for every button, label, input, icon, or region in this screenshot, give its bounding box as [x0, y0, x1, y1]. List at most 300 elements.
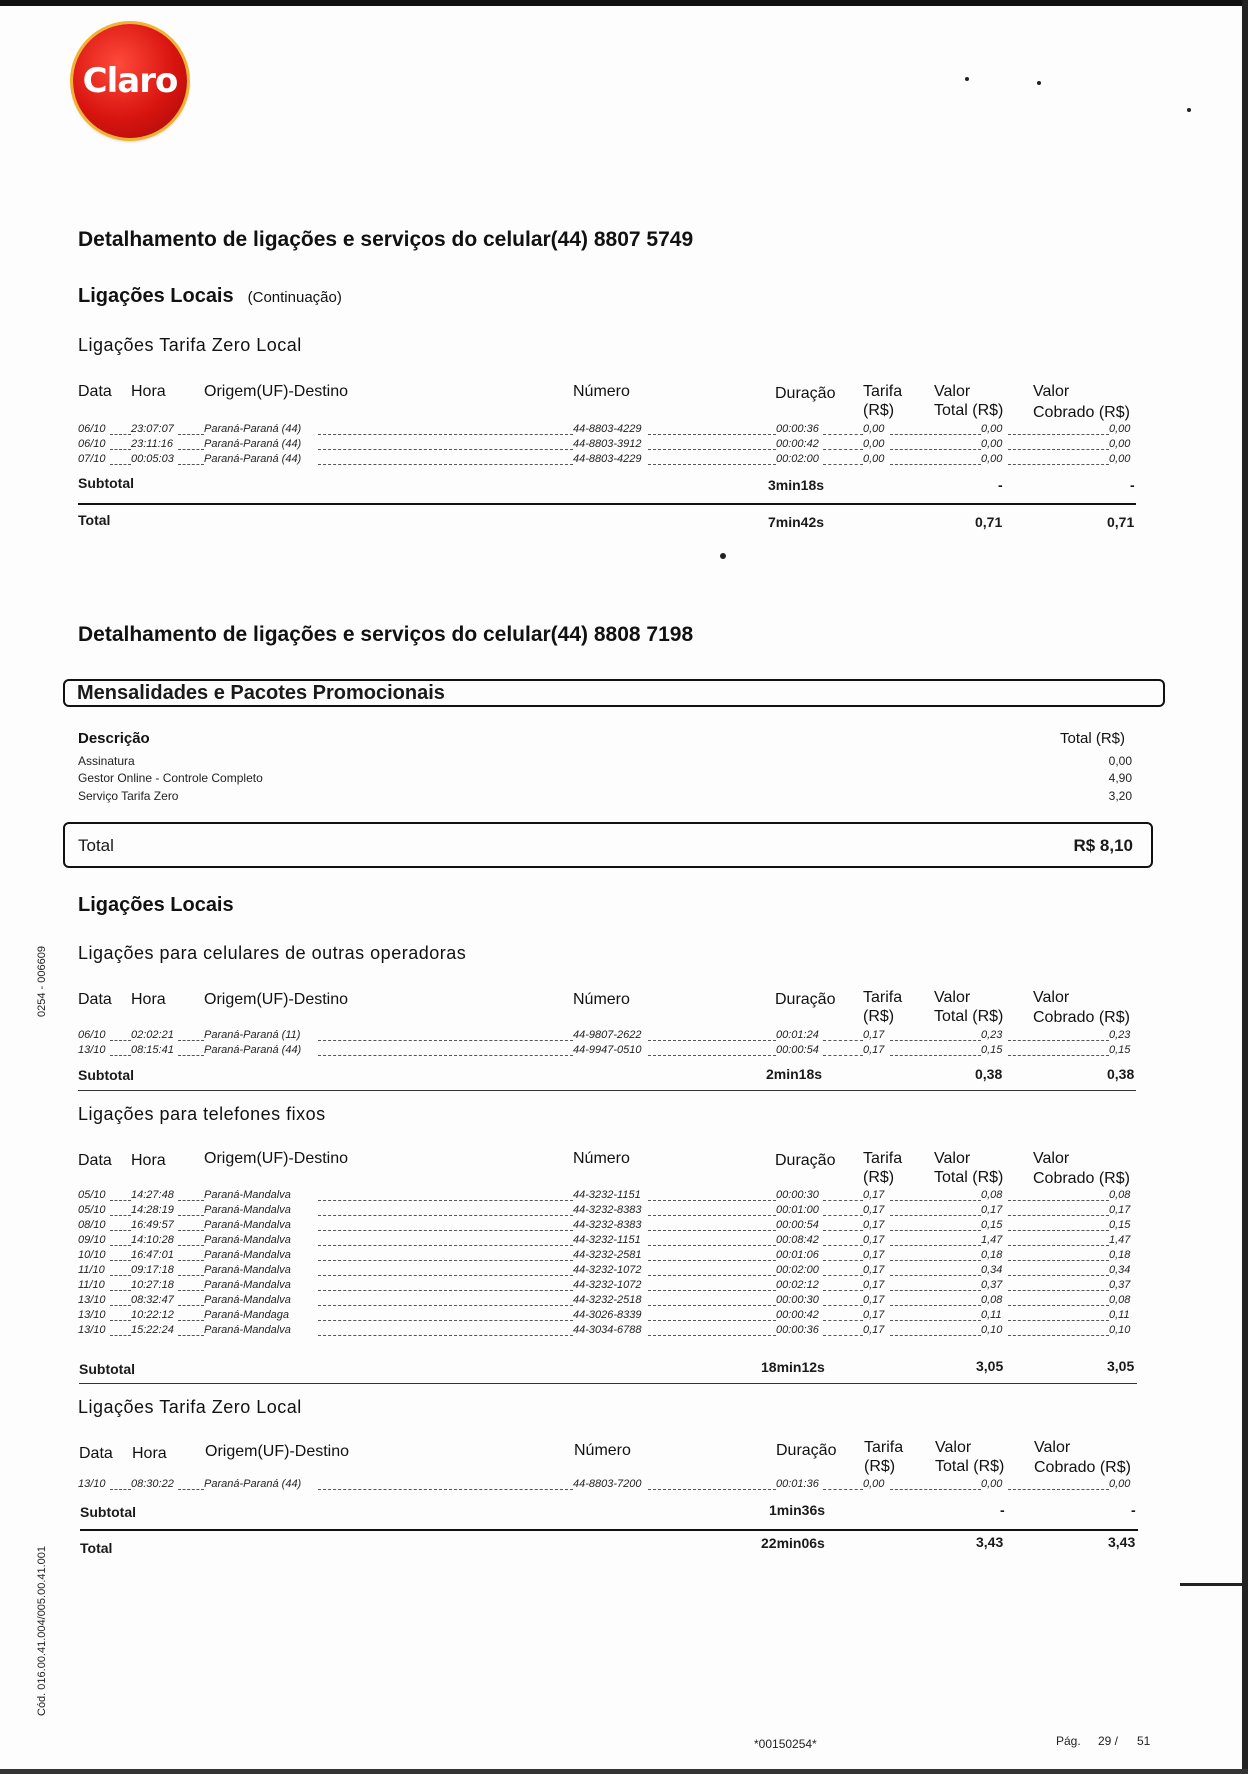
col-numero: Número: [573, 991, 630, 1008]
cell-data: 06/10: [78, 1029, 106, 1041]
dot-leader: [318, 1245, 573, 1246]
cell-total: 0,18: [981, 1249, 1003, 1261]
cell-numero: 44-3232-2581: [573, 1249, 642, 1261]
dot-leader: [648, 1215, 776, 1216]
cell-data: 13/10: [78, 1324, 106, 1336]
cell-total: 0,23: [981, 1029, 1003, 1041]
dot-leader: [890, 464, 981, 465]
cell-tarifa: 0,17: [863, 1234, 885, 1246]
col-data: Data: [79, 1445, 113, 1462]
cell-numero: 44-3026-8339: [573, 1309, 642, 1321]
dot-leader: [110, 1275, 131, 1276]
dot-leader: [648, 1489, 776, 1490]
cell-data: 11/10: [78, 1279, 105, 1291]
cell-data: 11/10: [78, 1264, 105, 1276]
cell-hora: 00:05:03: [131, 453, 174, 465]
cell-total: 0,00: [981, 453, 1003, 465]
dot-leader: [823, 1055, 863, 1056]
dot-leader: [823, 1230, 863, 1231]
cell-numero: 44-3232-1151: [573, 1189, 641, 1201]
cell-tarifa: 0,17: [863, 1219, 885, 1231]
cell-origem: Paraná-Paraná (44): [204, 423, 302, 435]
g3-total-dur: 22min06s: [761, 1535, 825, 1551]
cell-data: 13/10: [78, 1309, 106, 1321]
cell-numero: 44-3232-1072: [573, 1264, 642, 1276]
dot-leader: [318, 1040, 573, 1041]
dot-leader: [110, 434, 131, 435]
box-total-value: R$ 8,10: [1073, 836, 1133, 855]
cell-numero: 44-9807-2622: [573, 1029, 642, 1041]
dot-leader: [318, 1200, 573, 1201]
cell-numero: 44-9947-0510: [573, 1044, 642, 1056]
dot-leader: [823, 464, 863, 465]
dot-leader: [110, 1230, 131, 1231]
dot-leader: [1008, 1230, 1109, 1231]
cell-numero: 44-8803-3912: [573, 438, 642, 450]
page-label: Pág.: [1056, 1734, 1081, 1748]
dot-leader: [318, 1215, 573, 1216]
cell-data: 09/10: [78, 1234, 106, 1246]
cell-origem: Paraná-Mandalva: [204, 1219, 291, 1231]
dot-leader: [178, 1489, 204, 1490]
dot-leader: [648, 1290, 776, 1291]
cell-cobrado: 0,23: [1109, 1029, 1131, 1041]
cell-numero: 44-3034-6788: [573, 1324, 642, 1336]
cell-tarifa: 0,17: [863, 1204, 885, 1216]
dot-leader: [1008, 464, 1109, 465]
dot-leader: [890, 1230, 981, 1231]
box-total-label: Total: [78, 836, 114, 855]
g3-title: Ligações Tarifa Zero Local: [78, 1397, 302, 1417]
cell-duracao: 00:01:24: [776, 1029, 819, 1041]
table-row: [78, 1204, 1136, 1219]
table-row: [78, 438, 1136, 453]
cell-cobrado: 0,10: [1109, 1324, 1131, 1336]
cell-duracao: 00:00:36: [776, 1324, 819, 1336]
cell-data: 06/10: [78, 438, 106, 450]
cell-hora: 14:28:19: [131, 1204, 174, 1216]
dot-leader: [648, 1055, 776, 1056]
dot-leader: [178, 1290, 204, 1291]
cell-duracao: 00:00:54: [776, 1219, 819, 1231]
cell-numero: 44-3232-1151: [573, 1234, 641, 1246]
col-tarifa-1: Tarifa: [863, 1150, 903, 1167]
col-duracao: Duração: [775, 385, 836, 402]
col-duracao: Duração: [775, 991, 836, 1008]
page-edge-right: [1242, 0, 1248, 1774]
g3-subtotal-cob: -: [1131, 1502, 1136, 1518]
col-data: Data: [78, 1152, 112, 1169]
mensalidades-box-title: Mensalidades e Pacotes Promocionais: [63, 679, 1165, 707]
cell-tarifa: 0,00: [863, 453, 885, 465]
col-vcob-1: Valor: [1033, 1150, 1070, 1167]
table-row: [78, 1264, 1136, 1279]
col-hora: Hora: [131, 1152, 166, 1169]
cell-total: 0,10: [981, 1324, 1003, 1336]
dot-leader: [110, 1200, 131, 1201]
dot-leader: [318, 1305, 573, 1306]
dot-leader: [318, 1275, 573, 1276]
cell-total: 0,17: [981, 1204, 1003, 1216]
dot-leader: [178, 1230, 204, 1231]
cell-cobrado: 0,17: [1109, 1204, 1131, 1216]
dot-leader: [890, 449, 981, 450]
dot-leader: [178, 1200, 204, 1201]
cell-duracao: 00:02:12: [776, 1279, 819, 1291]
g3-subtotal-dur: 1min36s: [769, 1502, 826, 1518]
col-origem: Origem(UF)-Destino: [205, 1443, 350, 1460]
table-row: [78, 1478, 1136, 1493]
g1-subtotal-total: 0,38: [975, 1066, 1003, 1082]
cell-hora: 09:17:18: [131, 1264, 174, 1276]
section2-title: Detalhamento de ligações e serviços do celular(44) 8808 7198: [78, 623, 694, 646]
col-tarifa-2: (R$): [863, 1008, 895, 1025]
dot-leader: [178, 1040, 204, 1041]
dot-leader: [823, 1305, 863, 1306]
dot-leader: [648, 1275, 776, 1276]
cell-tarifa: 0,17: [863, 1309, 885, 1321]
col-numero: Número: [573, 1150, 630, 1167]
col-data: Data: [78, 383, 112, 400]
dot-leader: [110, 1290, 131, 1291]
cell-tarifa: 0,17: [863, 1324, 885, 1336]
dot-leader: [823, 1290, 863, 1291]
cell-total: 0,00: [981, 1478, 1003, 1490]
g3-total-label: Total: [80, 1540, 113, 1556]
dot-leader: [318, 434, 573, 435]
table-row: [78, 1294, 1136, 1309]
col-vcob-1: Valor: [1033, 383, 1070, 400]
side-mark: [1180, 1583, 1242, 1586]
g1-subtotal-cob: 0,38: [1107, 1066, 1135, 1082]
cell-origem: Paraná-Paraná (44): [204, 1044, 302, 1056]
g2-subtotal-label: Subtotal: [79, 1361, 135, 1377]
col-vcob-2: Cobrado (R$): [1033, 1009, 1130, 1026]
dot-leader: [823, 1320, 863, 1321]
dot-leader: [823, 434, 863, 435]
dot-leader: [890, 1260, 981, 1261]
barcode-text: *00150254*: [754, 1737, 817, 1751]
cell-numero: 44-8803-7200: [573, 1478, 642, 1490]
table-row: [78, 1044, 1136, 1059]
col-tarifa-1: Tarifa: [863, 989, 903, 1006]
g3-subtotal-label: Subtotal: [80, 1504, 136, 1520]
side-code-top: 0254 - 006609: [36, 946, 48, 1017]
dot-leader: [1008, 1245, 1109, 1246]
col-hora: Hora: [132, 1445, 167, 1462]
cell-hora: 14:27:48: [131, 1189, 174, 1201]
dot-leader: [648, 1335, 776, 1336]
dot-leader: [890, 1489, 981, 1490]
dot-leader: [1008, 1040, 1109, 1041]
dot-leader: [318, 1260, 573, 1261]
dot-leader: [318, 1055, 573, 1056]
col-vtotal-2: Total (R$): [935, 1458, 1005, 1475]
cell-duracao: 00:00:42: [776, 438, 819, 450]
cell-origem: Paraná-Mandalva: [204, 1189, 291, 1201]
dot-leader: [1008, 1489, 1109, 1490]
cell-duracao: 00:01:00: [776, 1204, 819, 1216]
cell-hora: 15:22:24: [131, 1324, 174, 1336]
cell-data: 07/10: [78, 453, 106, 465]
col-hora: Hora: [131, 383, 166, 400]
cell-origem: Paraná-Mandalva: [204, 1294, 291, 1306]
col-origem: Origem(UF)-Destino: [204, 383, 349, 400]
cell-data: 06/10: [78, 423, 106, 435]
dot-leader: [178, 1215, 204, 1216]
col-vtotal-1: Valor: [935, 1439, 972, 1456]
cell-total: 0,11: [981, 1309, 1002, 1321]
cell-hora: 08:32:47: [131, 1294, 174, 1306]
cell-tarifa: 0,00: [863, 438, 885, 450]
s1-subtotal-label: Subtotal: [78, 475, 134, 491]
dot-leader: [890, 434, 981, 435]
col-vcob-2: Cobrado (R$): [1033, 404, 1130, 421]
table-row: [78, 1234, 1136, 1249]
s1-total-dur: 7min42s: [768, 514, 825, 530]
dot-leader: [890, 1290, 981, 1291]
dot-leader: [110, 1215, 131, 1216]
dot-leader: [110, 1489, 131, 1490]
cell-total: 1,47: [981, 1234, 1003, 1246]
dot-leader: [648, 1040, 776, 1041]
dot-leader: [178, 449, 204, 450]
cell-cobrado: 0,00: [1109, 423, 1131, 435]
cell-duracao: 00:01:36: [776, 1478, 819, 1490]
dot-leader: [318, 1290, 573, 1291]
cell-data: 13/10: [78, 1044, 106, 1056]
cell-cobrado: 0,37: [1109, 1279, 1131, 1291]
dot-leader: [1008, 1215, 1109, 1216]
cell-origem: Paraná-Mandalva: [204, 1249, 291, 1261]
cell-tarifa: 0,00: [863, 1478, 885, 1490]
cell-duracao: 00:00:42: [776, 1309, 819, 1321]
g1-subtotal-label: Subtotal: [78, 1067, 134, 1083]
cell-cobrado: 0,11: [1109, 1309, 1130, 1321]
g2-subtotal-cob: 3,05: [1107, 1358, 1135, 1374]
g2-title: Ligações para telefones fixos: [78, 1104, 326, 1124]
dot-leader: [110, 1335, 131, 1336]
dot-leader: [823, 1260, 863, 1261]
cell-origem: Paraná-Paraná (44): [204, 1478, 302, 1490]
dot-leader: [823, 1489, 863, 1490]
dot-leader: [823, 1200, 863, 1201]
dot-leader: [890, 1275, 981, 1276]
g3-rule: [80, 1529, 1138, 1531]
cell-origem: Paraná-Mandalva: [204, 1234, 291, 1246]
cell-data: 13/10: [78, 1294, 106, 1306]
table-row: [78, 453, 1136, 468]
cell-cobrado: 0,08: [1109, 1189, 1131, 1201]
section1-subtitle-note: (Continuação): [247, 289, 342, 306]
dot-leader: [1008, 1200, 1109, 1201]
dot-leader: [1008, 1290, 1109, 1291]
col-vcob-1: Valor: [1034, 1439, 1071, 1456]
col-vcob-1: Valor: [1033, 989, 1070, 1006]
col-vtotal-1: Valor: [934, 1150, 971, 1167]
dot-leader: [178, 1275, 204, 1276]
table-row: [78, 423, 1136, 438]
cell-hora: 16:47:01: [131, 1249, 174, 1261]
col-tarifa-1: Tarifa: [864, 1439, 904, 1456]
cell-total: 0,37: [981, 1279, 1003, 1291]
scan-speck: [720, 553, 726, 559]
col-numero: Número: [573, 383, 630, 400]
desc-header: Descrição: [78, 730, 150, 747]
dot-leader: [823, 1335, 863, 1336]
section1-title: Detalhamento de ligações e serviços do celular(44) 8807 5749: [78, 228, 694, 251]
cell-hora: 10:27:18: [131, 1279, 174, 1291]
dot-leader: [1008, 1260, 1109, 1261]
dot-leader: [648, 1200, 776, 1201]
dot-leader: [1008, 1320, 1109, 1321]
g3-total-total: 3,43: [976, 1534, 1004, 1550]
cell-duracao: 00:02:00: [776, 453, 819, 465]
dot-leader: [178, 464, 204, 465]
cell-tarifa: 0,17: [863, 1264, 885, 1276]
scan-speck: [965, 77, 969, 81]
dot-leader: [1008, 1275, 1109, 1276]
item-value: 0,00: [1108, 754, 1132, 768]
dot-leader: [890, 1200, 981, 1201]
cell-origem: Paraná-Paraná (11): [204, 1029, 301, 1041]
s1-subtotal-dur: 3min18s: [768, 477, 825, 493]
cell-numero: 44-3232-8383: [573, 1204, 642, 1216]
table-row: [78, 1324, 1136, 1339]
col-tarifa-2: (R$): [863, 1169, 895, 1186]
cell-tarifa: 0,17: [863, 1044, 885, 1056]
dot-leader: [823, 1040, 863, 1041]
dot-leader: [178, 434, 204, 435]
cell-origem: Paraná-Mandalva: [204, 1324, 291, 1336]
dot-leader: [823, 1245, 863, 1246]
cell-hora: 14:10:28: [131, 1234, 174, 1246]
dot-leader: [178, 1245, 204, 1246]
dot-leader: [318, 1230, 573, 1231]
desc-total-header: Total (R$): [1060, 730, 1126, 747]
item-value: 4,90: [1108, 771, 1132, 785]
cell-cobrado: 0,15: [1109, 1044, 1131, 1056]
col-vcob-2: Cobrado (R$): [1033, 1170, 1130, 1187]
table-row: [78, 1189, 1136, 1204]
dot-leader: [890, 1305, 981, 1306]
cell-hora: 16:49:57: [131, 1219, 174, 1231]
dot-leader: [1008, 1335, 1109, 1336]
cell-cobrado: 0,18: [1109, 1249, 1131, 1261]
cell-numero: 44-3232-2518: [573, 1294, 642, 1306]
cell-tarifa: 0,17: [863, 1294, 885, 1306]
s1-total-label: Total: [78, 512, 111, 528]
page-number: 29 /: [1098, 1734, 1119, 1748]
cell-origem: Paraná-Mandalva: [204, 1264, 291, 1276]
dot-leader: [318, 1320, 573, 1321]
dot-leader: [318, 1489, 573, 1490]
cell-data: 13/10: [78, 1478, 106, 1490]
cell-duracao: 00:00:36: [776, 423, 819, 435]
dot-leader: [110, 1245, 131, 1246]
cell-tarifa: 0,17: [863, 1029, 885, 1041]
cell-numero: 44-8803-4229: [573, 423, 642, 435]
cell-cobrado: 0,15: [1109, 1219, 1131, 1231]
col-origem: Origem(UF)-Destino: [204, 1150, 349, 1167]
cell-data: 05/10: [78, 1204, 106, 1216]
dot-leader: [178, 1260, 204, 1261]
side-code-bottom: Cód. 016.00.41.004/005.00.41.001: [36, 1545, 48, 1716]
g2-subtotal-dur: 18min12s: [761, 1359, 825, 1375]
g1-title: Ligações para celulares de outras operadoras: [78, 943, 467, 963]
cell-hora: 02:02:21: [131, 1029, 174, 1041]
dot-leader: [110, 1320, 131, 1321]
cell-tarifa: 0,17: [863, 1189, 885, 1201]
page-edge-bottom: [0, 1769, 1248, 1774]
cell-origem: Paraná-Mandalva: [204, 1204, 291, 1216]
dot-leader: [823, 1215, 863, 1216]
dot-leader: [178, 1055, 204, 1056]
g2-subtotal-total: 3,05: [976, 1358, 1004, 1374]
cell-hora: 23:07:07: [131, 423, 174, 435]
cell-total: 0,00: [981, 438, 1003, 450]
cell-hora: 08:15:41: [131, 1044, 174, 1056]
dot-leader: [178, 1320, 204, 1321]
locais-title: Ligações Locais: [78, 894, 234, 916]
cell-origem: Paraná-Mandalva: [204, 1279, 291, 1291]
table-row: [78, 1029, 1136, 1044]
cell-total: 0,15: [981, 1219, 1003, 1231]
dot-leader: [318, 464, 573, 465]
s1-subtotal-cob: -: [1130, 477, 1135, 493]
s1-rule: [78, 503, 1136, 505]
cell-tarifa: 0,17: [863, 1279, 885, 1291]
col-vcob-2: Cobrado (R$): [1034, 1459, 1131, 1476]
dot-leader: [178, 1305, 204, 1306]
dot-leader: [110, 464, 131, 465]
cell-total: 0,08: [981, 1189, 1003, 1201]
dot-leader: [1008, 449, 1109, 450]
cell-data: 05/10: [78, 1189, 106, 1201]
dot-leader: [890, 1055, 981, 1056]
cell-tarifa: 0,17: [863, 1249, 885, 1261]
col-tarifa-2: (R$): [863, 402, 895, 419]
col-duracao: Duração: [776, 1442, 837, 1459]
cell-duracao: 00:00:30: [776, 1189, 819, 1201]
scan-speck: [1037, 81, 1041, 85]
cell-total: 0,08: [981, 1294, 1003, 1306]
cell-cobrado: 0,00: [1109, 1478, 1131, 1490]
table-row: [78, 1219, 1136, 1234]
item-value: 3,20: [1108, 789, 1132, 803]
dot-leader: [1008, 1305, 1109, 1306]
cell-origem: Paraná-Paraná (44): [204, 438, 302, 450]
col-vtotal-2: Total (R$): [934, 1169, 1004, 1186]
cell-duracao: 00:01:06: [776, 1249, 819, 1261]
g3-subtotal-total: -: [1000, 1502, 1005, 1518]
dot-leader: [890, 1040, 981, 1041]
col-tarifa-1: Tarifa: [863, 383, 903, 400]
scan-speck: [1187, 108, 1191, 112]
item-label: Assinatura: [78, 754, 135, 768]
dot-leader: [1008, 434, 1109, 435]
dot-leader: [648, 464, 776, 465]
mensalidades-total-box: [63, 822, 1153, 868]
dot-leader: [110, 1305, 131, 1306]
dot-leader: [178, 1335, 204, 1336]
cell-data: 08/10: [78, 1219, 106, 1231]
cell-cobrado: 0,00: [1109, 453, 1131, 465]
section1-subtitle-text: Ligações Locais: [78, 285, 234, 307]
s1-subtotal-total: -: [998, 477, 1003, 493]
col-vtotal-2: Total (R$): [934, 402, 1004, 419]
section1-group-title: Ligações Tarifa Zero Local: [78, 335, 302, 355]
